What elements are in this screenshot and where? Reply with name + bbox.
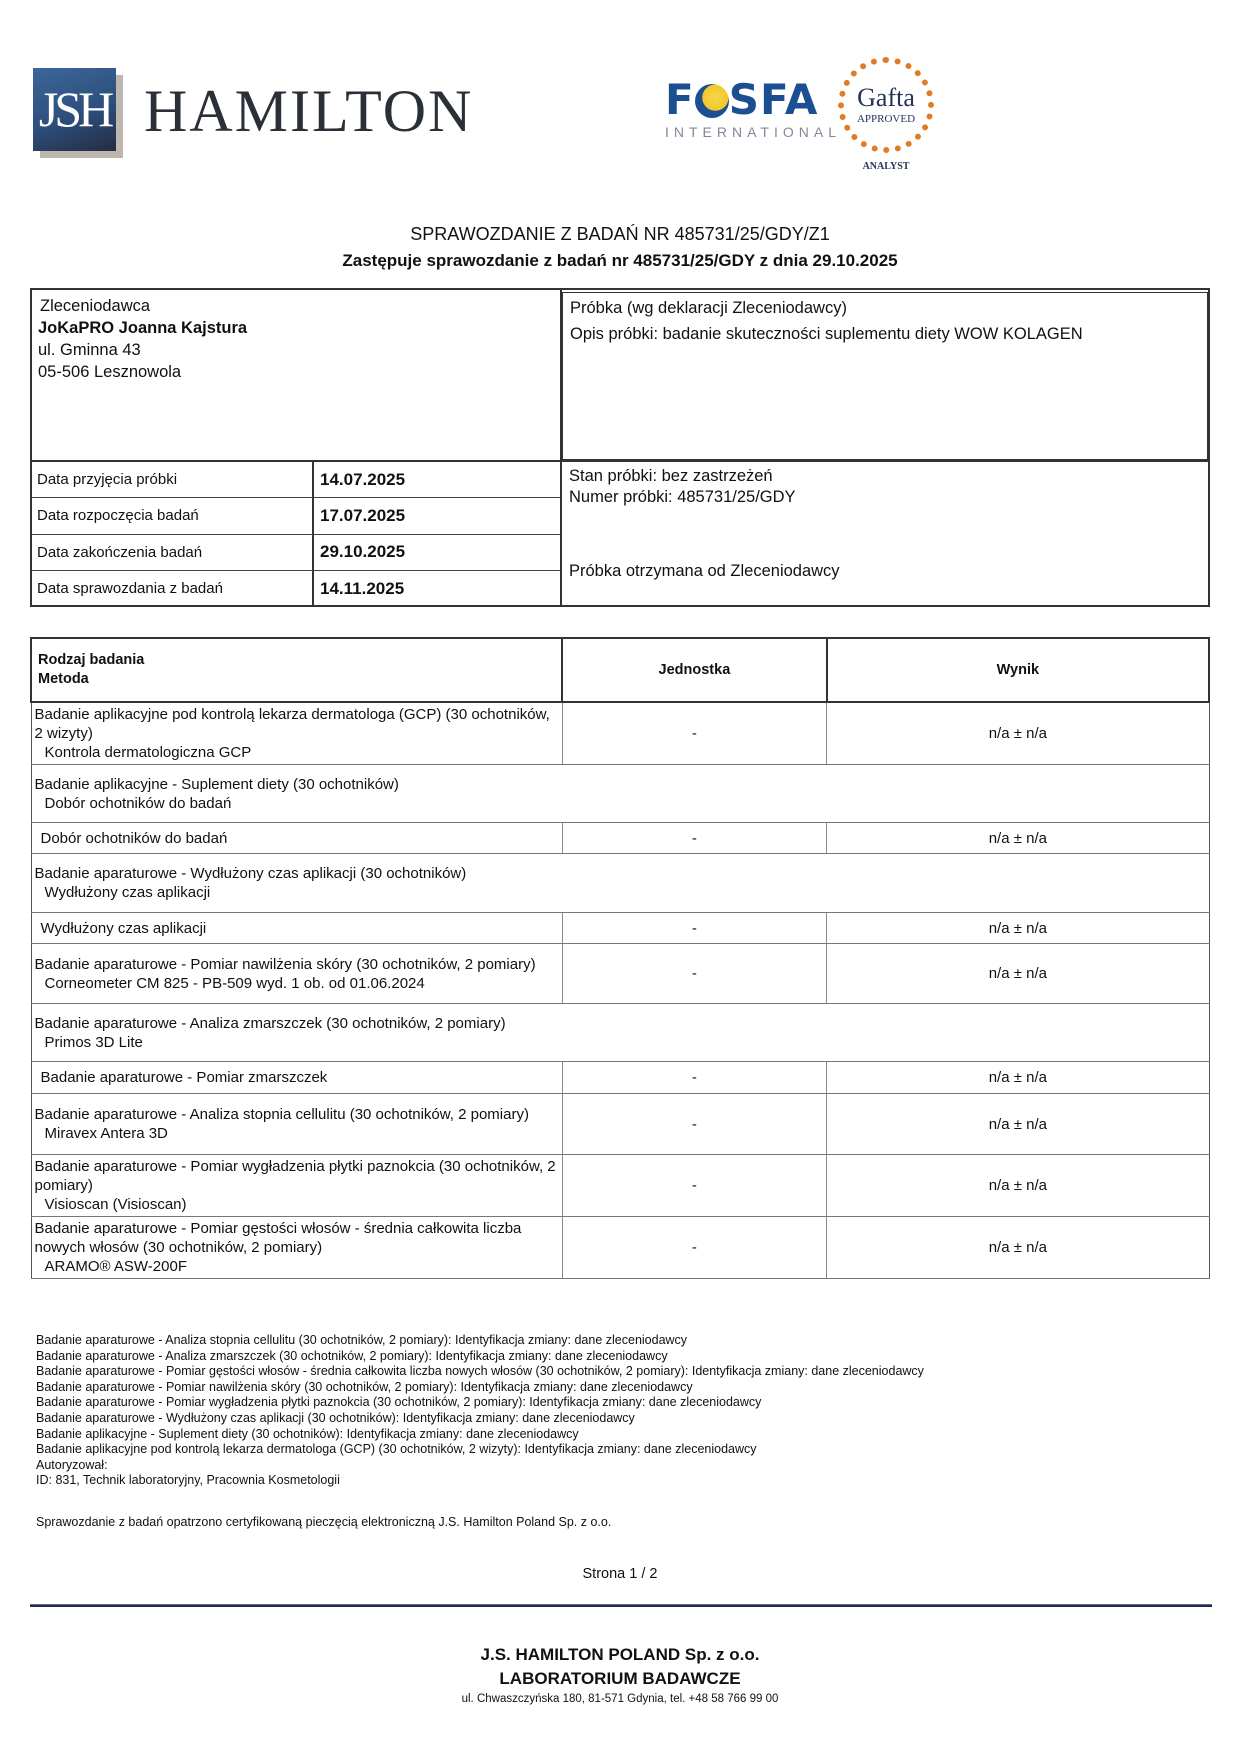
result-cell: n/a ± n/a (827, 823, 1209, 854)
date-label: Data sprawozdania z badań (32, 571, 314, 607)
unit-cell: - (562, 1094, 827, 1155)
fosfa-subtitle: INTERNATIONAL (665, 124, 841, 140)
sample-section (562, 292, 1208, 460)
table-row (31, 702, 1209, 765)
test-name: Badanie aplikacyjne - Suplement diety (30 ochotników) (34, 775, 399, 793)
client-name: JoKaPRO Joanna Kajstura (38, 319, 248, 337)
authorization-person: ID: 831, Technik laboratoryjny, Pracownia Kosmetologii (36, 1473, 340, 1488)
test-group-cell (31, 1004, 1209, 1062)
test-method: Kontrola dermatologiczna GCP (44, 744, 252, 761)
test-cell (31, 1155, 562, 1217)
date-value: 14.11.2025 (320, 578, 405, 598)
note-line: Badanie aparaturowe - Pomiar wygładzenia płytki paznokcia (30 ochotników, 2 pomiary): Identyfikacja zmiany: dane zleceniodawcy (36, 1395, 762, 1410)
change-identification-notes (36, 1333, 924, 1489)
result-cell: n/a ± n/a (827, 1217, 1209, 1279)
sample-heading: Próbka (wg deklaracji Zleceniodawcy) (570, 299, 847, 317)
result-cell: n/a ± n/a (827, 1155, 1209, 1217)
note-line: Badanie aparaturowe - Analiza stopnia cellulitu (30 ochotników, 2 pomiary): Identyfikacja zmiany: dane zleceniodawcy (36, 1333, 688, 1347)
date-label: Data rozpoczęcia badań (32, 498, 314, 533)
header-type-label: Rodzaj badania (38, 652, 145, 668)
fosfa-logo (665, 75, 841, 140)
gafta-name: Gafta (857, 83, 915, 112)
result-cell: n/a ± n/a (827, 1094, 1209, 1155)
unit-cell: - (562, 1062, 827, 1094)
fosfa-letters-sfa: SFA (728, 75, 819, 124)
note-line: Badanie aparaturowe - Pomiar gęstości włosów - średnia całkowita liczba nowych włosów (30 ochotników, 2 pomiary): Identyfikacja zmiany: dane zleceniodawcy (36, 1364, 924, 1379)
wheat-wreath-icon (838, 57, 934, 153)
report-info-block (30, 288, 1210, 607)
table-row-group (31, 854, 1209, 913)
date-label: Data przyjęcia próbki (32, 462, 314, 497)
hamilton-wordmark: HAMILTON (144, 78, 474, 144)
sample-condition: Stan próbki: bez zastrzeżeń (569, 467, 773, 485)
test-cell (31, 913, 562, 944)
table-row (31, 1062, 1209, 1094)
header-result: Wynik (827, 638, 1209, 702)
unit-cell: - (562, 1155, 827, 1217)
note-line: Badanie aplikacyjne - Suplement diety (30 ochotników): Identyfikacja zmiany: dane zleceniodawcy (36, 1426, 579, 1441)
table-row (31, 1155, 1209, 1217)
date-value: 17.07.2025 (320, 505, 406, 525)
test-method: Visioscan (Visioscan) (44, 1196, 187, 1213)
footer-address: ul. Chwaszczyńska 180, 81-571 Gdynia, tel. +48 58 766 99 00 (461, 1693, 779, 1705)
table-row (31, 944, 1209, 1004)
gafta-analyst: ANALYST (862, 161, 910, 172)
table-row-group (31, 1004, 1209, 1062)
report-subtitle: Zastępuje sprawozdanie z badań nr 485731/25/GDY z dnia 29.10.2025 (342, 251, 898, 270)
test-cell (31, 1094, 562, 1155)
test-cell (31, 1217, 562, 1279)
date-row (32, 535, 560, 571)
test-method: Wydłużony czas aplikacji (44, 884, 211, 901)
test-name: Badanie aparaturowe - Pomiar gęstości włosów - średnia całkowita liczba nowych włosów (30 ochotników, 2 pomiary) (34, 1220, 522, 1256)
sample-received-from: Próbka otrzymana od Zleceniodawcy (569, 562, 840, 580)
result-cell: n/a ± n/a (827, 702, 1209, 765)
footer-company: J.S. HAMILTON POLAND Sp. z o.o. (480, 1645, 760, 1664)
date-row (32, 462, 560, 498)
table-header-row (31, 638, 1209, 702)
report-title: SPRAWOZDANIE Z BADAŃ NR 485731/25/GDY/Z1 (410, 224, 830, 244)
test-name: Badanie aplikacyjne pod kontrolą lekarza dermatologa (GCP) (30 ochotników, 2 wizyty) (34, 706, 550, 742)
unit-cell: - (562, 944, 827, 1004)
table-row (31, 1217, 1209, 1279)
client-label: Zleceniodawca (40, 297, 151, 315)
test-method: Primos 3D Lite (44, 1033, 143, 1051)
date-label: Data zakończenia badań (32, 535, 314, 570)
test-name: Badanie aparaturowe - Pomiar zmarszczek (40, 1069, 328, 1086)
page-number: Strona 1 / 2 (582, 1566, 658, 1582)
test-cell (31, 1062, 562, 1094)
header-unit: Jednostka (562, 638, 827, 702)
unit-cell: - (562, 823, 827, 854)
test-group-cell (31, 854, 1209, 913)
test-method: Miravex Antera 3D (44, 1125, 168, 1142)
test-method: ARAMO® ASW-200F (44, 1258, 187, 1275)
result-cell: n/a ± n/a (827, 913, 1209, 944)
unit-cell: - (562, 1217, 827, 1279)
table-row (31, 913, 1209, 944)
jsh-monogram: JSH (33, 68, 116, 151)
jsh-monogram-logo (33, 68, 118, 153)
test-name: Badanie aparaturowe - Pomiar wygładzenia płytki paznokcia (30 ochotników, 2 pomiary) (34, 1158, 556, 1194)
footer-divider (30, 1604, 1212, 1607)
test-name: Badanie aparaturowe - Analiza zmarszczek (30 ochotników, 2 pomiary) (34, 1014, 506, 1032)
sample-description: Opis próbki: badanie skuteczności suplementu diety WOW KOLAGEN (570, 325, 1083, 343)
sample-number: Numer próbki: 485731/25/GDY (569, 488, 796, 506)
client-street: ul. Gminna 43 (38, 341, 141, 359)
client-section (32, 290, 562, 460)
gafta-logo (838, 57, 938, 172)
authorization-label: Autoryzował: (36, 1457, 108, 1472)
electronic-seal-note: Sprawozdanie z badań opatrzono certyfikowaną pieczęcią elektroniczną J.S. Hamilton Poland Sp. z o.o. (36, 1515, 612, 1529)
test-name: Wydłużony czas aplikacji (40, 919, 207, 937)
test-cell (31, 823, 562, 854)
unit-cell: - (562, 913, 827, 944)
header-test-type (31, 638, 562, 702)
note-line: Badanie aparaturowe - Analiza zmarszczek (30 ochotników, 2 pomiary): Identyfikacja zmiany: dane zleceniodawcy (36, 1348, 668, 1363)
header-method-label: Metoda (38, 671, 89, 687)
date-row (32, 571, 560, 607)
fosfa-wordmark (665, 75, 825, 124)
test-group-cell (31, 765, 1209, 823)
dates-table (32, 460, 562, 605)
test-name: Badanie aparaturowe - Analiza stopnia cellulitu (30 ochotników, 2 pomiary) (34, 1106, 529, 1123)
footer-department: LABORATORIUM BADAWCZE (499, 1669, 741, 1688)
note-line: Badanie aparaturowe - Pomiar nawilżenia skóry (30 ochotników, 2 pomiary): Identyfikacja zmiany: dane zleceniodawcy (36, 1379, 693, 1394)
table-row-group (31, 765, 1209, 823)
date-value: 29.10.2025 (320, 542, 406, 562)
note-line: Badanie aparaturowe - Wydłużony czas aplikacji (30 ochotników): Identyfikacja zmiany: dane zleceniodawcy (36, 1410, 635, 1425)
result-cell: n/a ± n/a (827, 944, 1209, 1004)
fosfa-letter-f: F (665, 75, 695, 124)
test-method: Corneometer CM 825 - PB-509 wyd. 1 ob. od 01.06.2024 (44, 974, 425, 992)
note-line: Badanie aplikacyjne pod kontrolą lekarza dermatologa (GCP) (30 ochotników, 2 wizyty): Identyfikacja zmiany: dane zleceniodawcy (36, 1442, 757, 1457)
footer (0, 1643, 1240, 1707)
client-city: 05-506 Lesznowola (38, 363, 182, 381)
test-name: Badanie aparaturowe - Pomiar nawilżenia skóry (30 ochotników, 2 pomiary) (34, 955, 536, 973)
unit-cell: - (562, 702, 827, 765)
results-table (30, 637, 1210, 1279)
gafta-approved: APPROVED (856, 113, 916, 125)
globe-icon (695, 84, 729, 118)
test-name: Dobór ochotników do badań (40, 829, 228, 847)
test-name: Badanie aparaturowe - Wydłużony czas aplikacji (30 ochotników) (34, 865, 467, 882)
table-row (31, 1094, 1209, 1155)
test-cell (31, 702, 562, 765)
date-row (32, 498, 560, 534)
test-cell (31, 944, 562, 1004)
test-method: Dobór ochotników do badań (44, 794, 232, 812)
sample-status-section (562, 460, 1208, 605)
table-row (31, 823, 1209, 854)
date-value: 14.07.2025 (320, 469, 406, 489)
result-cell: n/a ± n/a (827, 1062, 1209, 1094)
